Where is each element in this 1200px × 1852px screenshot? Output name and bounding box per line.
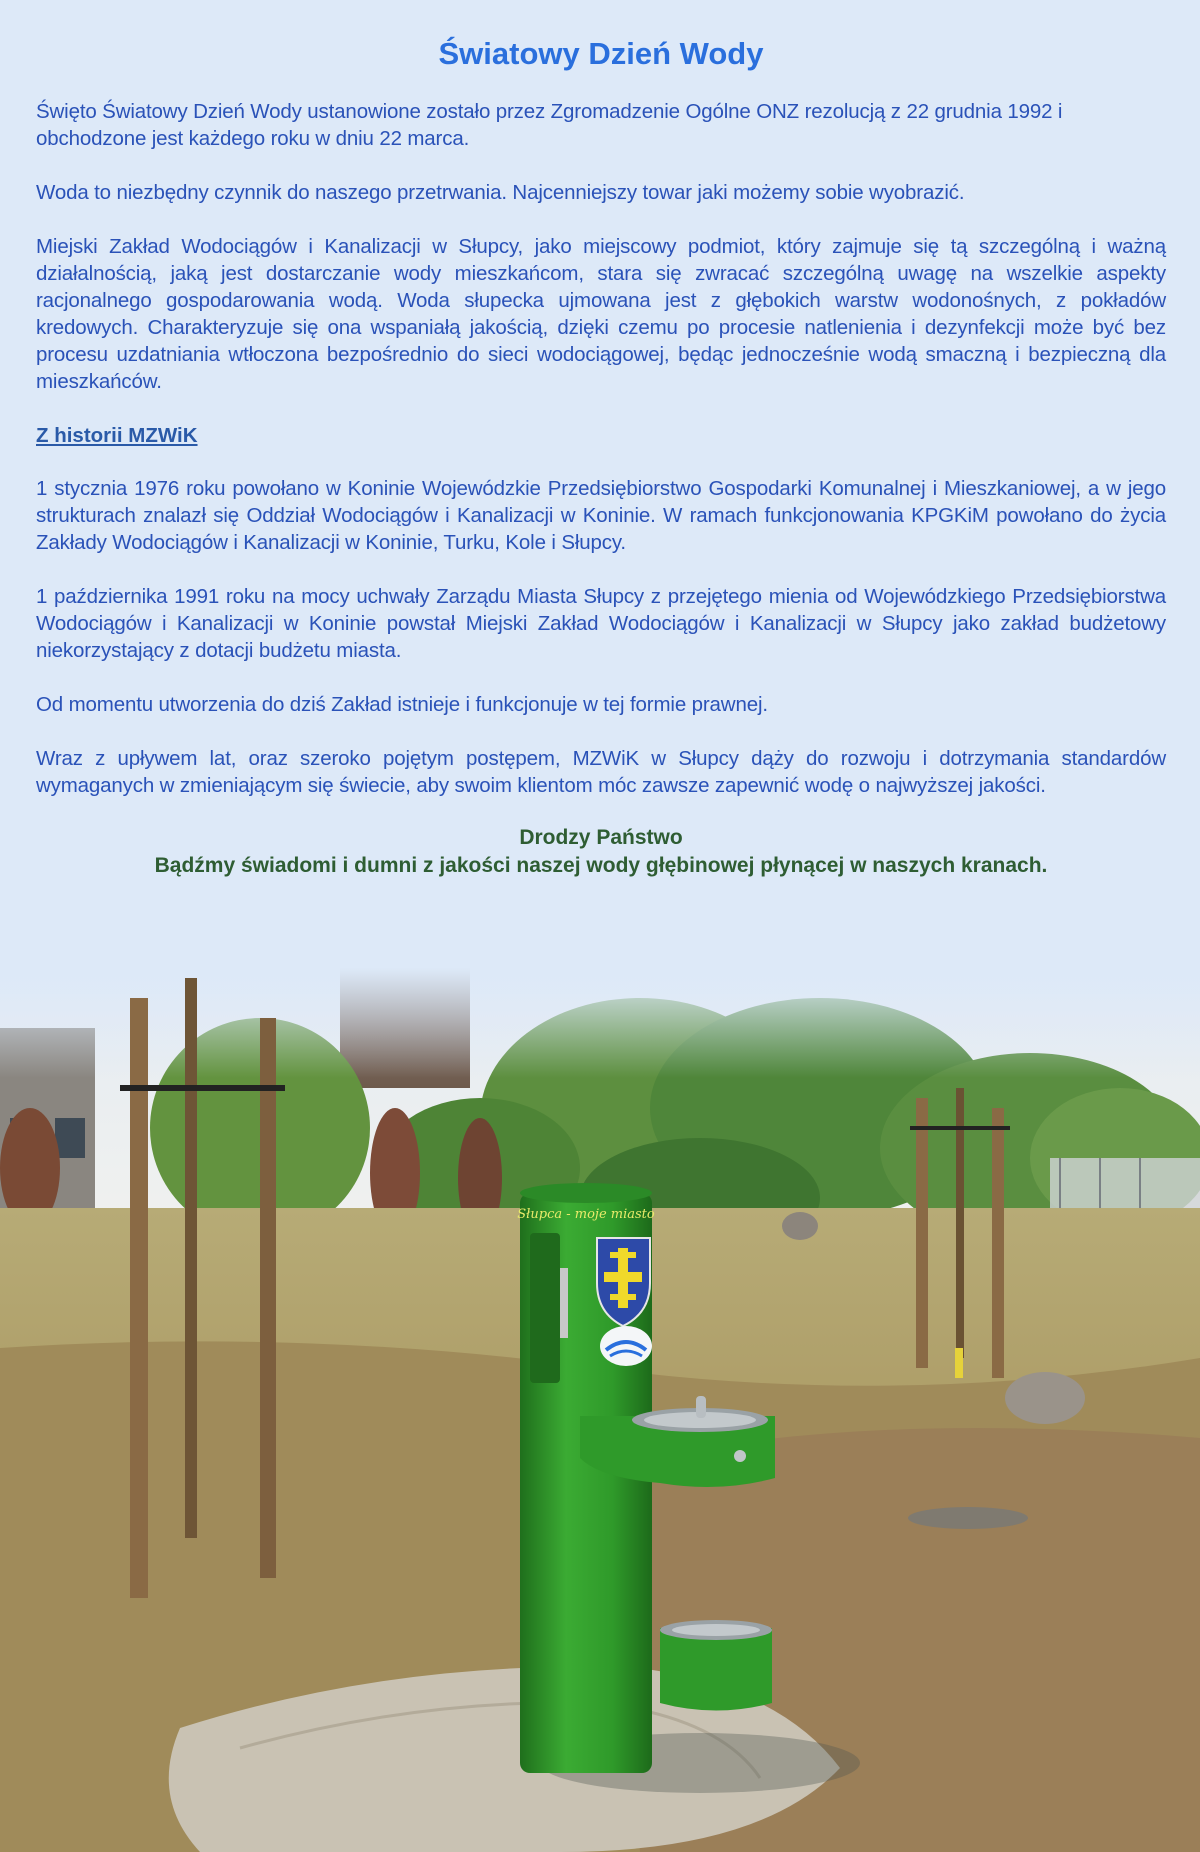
fountain-inscription: Słupca - moje miasto (517, 1207, 655, 1222)
history-paragraph-3: Od momentu utworzenia do dziś Zakład istnieje i funkcjonuje w tej formie prawnej. (36, 693, 768, 716)
history-paragraph-2: 1 października 1991 roku na mocy uchwały Zarządu Miasta Słupcy z przejętego mienia od Wojewódzkiego Przedsiębiorstwa Wodociągów i Kanalizacji w Koninie powstał Miejski Zakład Wodociągów i Kanalizacji w Słupcy jako zakład budżetowy niekorzystający z dotacji budżetu miasta. (36, 585, 1166, 662)
history-paragraph-1: 1 stycznia 1976 roku powołano w Koninie Wojewódzkie Przedsiębiorstwo Gospodarki Komunalnej i Mieszkaniowej, a w jego strukturach znalazł się Oddział Wodociągów i Kanalizacji w Koninie. W ramach funkcjonowania KPGKiM powołano do życia Zakłady Wodociągów i Kanalizacji w Koninie, Turku, Kole i Słupcy. (36, 477, 1166, 554)
tree-stake (260, 1018, 276, 1578)
closing-statement: Bądźmy świadomi i dumni z jakości naszej wody głębinowej płynącej w naszych kranach. (154, 854, 1048, 877)
intro-paragraph-2: Woda to niezbędny czynnik do naszego przetrwania. Najcenniejszy towar jaki możemy sobie wyobrazić. (36, 181, 965, 204)
intro-paragraph-1: Święto Światowy Dzień Wody ustanowione zostało przez Zgromadzenie Ogólne ONZ rezolucją z 22 grudnia 1992 i obchodzone jest każdego roku w dniu 22 marca. (36, 100, 1063, 150)
park-scene-illustration (0, 968, 1200, 1852)
intro-paragraph-3: Miejski Zakład Wodociągów i Kanalizacji w Słupcy, jako miejscowy podmiot, który zajmuje się tą szczególną i ważną działalnością, jaką jest dostarczanie wody mieszkańcom, stara się zwracać szczególną uwagę na wszelkie aspekty racjonalnego gospodarowania wodą. Woda słupecka ujmowana jest z głębokich warstw wodonośnych, z pokładów kredowych. Charakteryzuje się ona wspaniałą jakością, dzięki czemu po procesie natlenienia i dezynfekcji może być bez procesu uzdatniania wtłoczona bezpośrednio do sieci wodociągowej, będąc jednocześnie wodą smaczną i bezpieczną dla mieszkańców. (36, 235, 1166, 393)
closing-message (36, 824, 1166, 880)
tree-stake (992, 1108, 1004, 1378)
water-company-logo-icon (600, 1326, 652, 1366)
tree-stake (916, 1098, 928, 1368)
closing-greeting: Drodzy Państwo (519, 826, 683, 849)
history-heading[interactable]: Z historii MZWiK (36, 424, 198, 447)
drinking-fountain-photo (0, 968, 1200, 1852)
manhole-cover (908, 1507, 1028, 1529)
boulder (1005, 1372, 1085, 1424)
bubbler-spout (696, 1396, 706, 1418)
article (36, 30, 1166, 880)
page-title: Światowy Dzień Wody (438, 36, 764, 71)
history-paragraph-4: Wraz z upływem lat, oraz szeroko pojętym postępem, MZWiK w Słupcy dąży do rozwoju i dotrzymania standardów wymaganych w zmieniającym się świecie, aby swoim klientom móc zawsze zapewnić wodę o najwyższej jakości. (36, 747, 1166, 797)
